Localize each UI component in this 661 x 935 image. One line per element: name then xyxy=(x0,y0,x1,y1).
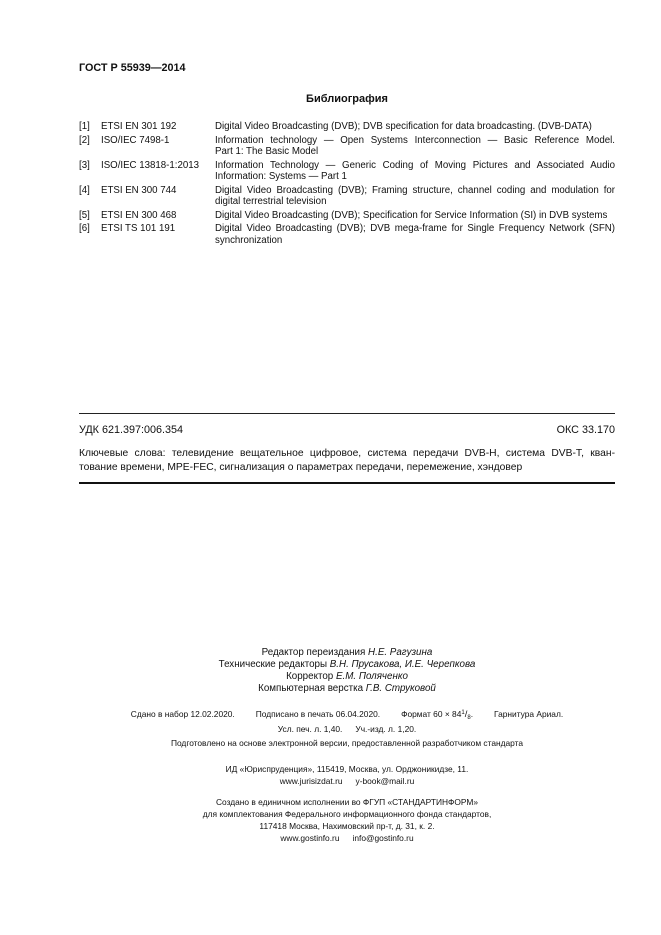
format-denominator: 8 xyxy=(467,715,471,721)
credit-line xyxy=(79,671,615,683)
entry-description-line: Information: Systems — Part 1 xyxy=(215,171,347,182)
credit-line xyxy=(79,647,615,659)
imprint-submitted: Сдано в набор 12.02.2020. xyxy=(130,709,235,719)
bibliography-list xyxy=(79,121,615,248)
credit-role: Технические редакторы xyxy=(218,659,328,670)
imprint-line-sheets xyxy=(79,724,615,734)
entry-number: [5] xyxy=(79,209,90,221)
entry-description-line: Digital Video Broadcasting (DVB); DVB specification for data broadcasting. (DVB-DATA) xyxy=(215,121,592,132)
producer-email: info@gostinfo.ru xyxy=(352,833,414,843)
entry-code: ETSI EN 301 192 xyxy=(101,121,177,132)
imprint-format xyxy=(401,709,473,721)
imprint-line-dates xyxy=(79,709,615,721)
entry-code: ISO/IEC 13818-1:2013 xyxy=(101,159,200,171)
entry-code: ETSI TS 101 191 xyxy=(101,223,176,234)
credit-names: В.Н. Прусакова, И.Е. Черепкова xyxy=(329,659,476,670)
format-numerator: 1 xyxy=(461,710,465,716)
entry-code: ISO/IEC 7498-1 xyxy=(101,134,170,146)
credit-names: Е.М. Поляченко xyxy=(335,671,408,682)
entry-description xyxy=(215,135,615,158)
bibliography-entry-4 xyxy=(79,185,615,210)
entry-description xyxy=(215,223,615,246)
separator-line xyxy=(79,413,615,414)
entry-code: ETSI EN 300 744 xyxy=(101,184,177,196)
entry-number: [1] xyxy=(79,121,90,132)
entry-description-line: Part 1: The Basic Model xyxy=(215,146,319,157)
publisher-website: www.jurisizdat.ru xyxy=(279,776,343,786)
credit-line xyxy=(79,683,615,695)
credit-names: Н.Е. Рагузина xyxy=(368,647,433,658)
imprint-prepared-note: Подготовлено на основе электронной версии, предоставленной разработчиком стандарта xyxy=(170,738,524,748)
bibliography-entry-3 xyxy=(79,160,615,185)
format-slash: / xyxy=(464,709,468,720)
entry-description-line: Digital Video Broadcasting (DVB); Framing structure, channel coding and modulation for xyxy=(215,184,615,196)
entry-number: [2] xyxy=(79,134,90,146)
entry-description xyxy=(215,121,615,133)
keywords-line: Ключевые слова: телевидение вещательное цифровое, система передачи DVB-H, система DVB-T, кван- xyxy=(79,448,615,459)
entry-description-line: synchronization xyxy=(215,234,283,246)
publisher-email: y-book@mail.ru xyxy=(355,776,415,786)
credit-role: Компьютерная верстка xyxy=(258,683,364,694)
credits-block xyxy=(79,647,615,695)
oks-code: ОКС 33.170 xyxy=(556,424,615,436)
format-prefix: Формат 60 × 84 xyxy=(401,709,462,719)
entry-description-line: Digital Video Broadcasting (DVB); Specification for Service Information (SI) in DVB systems xyxy=(215,209,608,221)
entry-code: ETSI EN 300 468 xyxy=(101,209,177,221)
credit-role: Корректор xyxy=(286,671,334,682)
format-suffix: . xyxy=(470,709,474,719)
imprint-publisher-sheets: Уч.-изд. л. 1,20. xyxy=(355,724,417,734)
bibliography-entry-6 xyxy=(79,223,615,248)
entry-description xyxy=(215,210,615,222)
classification-row xyxy=(79,424,615,437)
producer-line: для комплектования Федерального информационного фонда стандартов, xyxy=(202,809,492,819)
bibliography-title: Библиография xyxy=(306,93,388,105)
bibliography-entry-2 xyxy=(79,135,615,160)
document-number: ГОСТ Р 55939—2014 xyxy=(79,62,186,74)
entry-description-line: Information Technology — Generic Coding of Moving Pictures and Associated Audio xyxy=(215,159,615,171)
credit-role: Редактор переиздания xyxy=(261,647,366,658)
keywords-paragraph xyxy=(79,447,615,475)
entry-number: [6] xyxy=(79,223,90,234)
producer-line: Создано в единичном исполнении во ФГУП «СТАНДАРТИНФОРМ» xyxy=(215,797,479,807)
entry-description-line: digital terrestrial television xyxy=(215,196,327,207)
entry-description xyxy=(215,160,615,183)
bibliography-entry-5 xyxy=(79,210,615,224)
credit-names: Г.В. Струковой xyxy=(365,683,436,694)
entry-number: [4] xyxy=(79,184,90,196)
entry-number: [3] xyxy=(79,159,90,171)
udk-code: УДК 621.397:006.354 xyxy=(79,424,184,436)
credit-line xyxy=(79,659,615,671)
entry-description xyxy=(215,185,615,208)
imprint-signed: Подписано в печать 06.04.2020. xyxy=(255,709,381,719)
keywords-line: тование времени, MPE-FEC, сигнализация о параметрах передачи, перемежение, хэндовер xyxy=(79,462,523,473)
entry-description-line: Digital Video Broadcasting (DVB); DVB mega-frame for Single Frequency Network (SFN) xyxy=(215,223,615,234)
entry-description-line: Information technology — Open Systems Interconnection — Basic Reference Model. xyxy=(215,134,615,146)
imprint-typeface: Гарнитура Ариал. xyxy=(494,709,564,719)
bibliography-entry-1 xyxy=(79,121,615,135)
publisher-address: ИД «Юриспруденция», 115419, Москва, ул. Орджоникидзе, 11. xyxy=(225,764,469,774)
producer-line: 117418 Москва, Нахимовский пр-т, д. 31, к. 2. xyxy=(259,821,435,831)
producer-website: www.gostinfo.ru xyxy=(280,833,340,843)
separator-line-thick xyxy=(79,482,615,484)
imprint-printed-sheets: Усл. печ. л. 1,40. xyxy=(277,724,343,734)
publisher-contacts xyxy=(79,776,615,786)
producer-contacts xyxy=(79,833,615,843)
